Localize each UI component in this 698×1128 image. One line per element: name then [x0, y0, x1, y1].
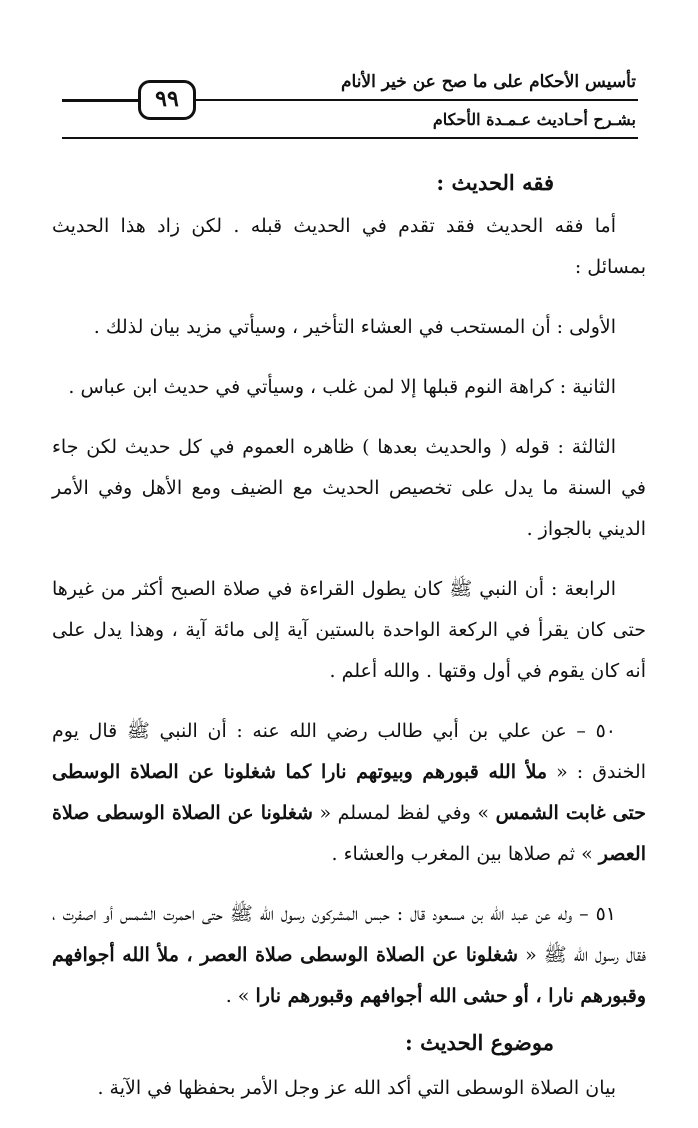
- page-body: [52, 160, 646, 1128]
- header-rule-left: [62, 99, 140, 102]
- heading-topic: موضوع الحديث :: [405, 1030, 554, 1055]
- book-title: تأسيس الأحكام على ما صح عن خير الأنام: [340, 72, 636, 92]
- topic-paragraph: بيان الصلاة الوسطى التي أكد الله عز وجل الأمر بحفظها في الآية .: [97, 1077, 616, 1099]
- hadith-51-end: » .: [225, 985, 256, 1007]
- hadith-50-quote: ملأ الله قبورهم وبيوتهم نارا كما شغلونا عن الصلاة الوسطى حتى غابت الشمس: [52, 761, 646, 824]
- subtitle-rule: [62, 137, 638, 139]
- hadith-51-intro: ٥١ – وله عن عبد الله بن مسعود قال : حبس المشركون رسول الله ﷺ حتى احمرت الشمس أو اصفرت ، فقال رسول الله ﷺ «: [52, 903, 646, 966]
- hadith-51: [52, 894, 646, 1017]
- book-subtitle: بشـرح أحـاديث عـمـدة الأحكام: [432, 110, 636, 129]
- issue-3: الثالثة : قوله ( والحديث بعدها ) ظاهره العموم في كل حديث لكن جاء في السنة ما يدل على تخصيص الحديث مع الضيف ومع الأهل وفي الأمر الديني بالجواز .: [52, 436, 646, 540]
- issue-4: الرابعة : أن النبي ﷺ كان يطول القراءة في صلاة الصبح أكثر من غيرها حتى كان يقرأ في الركعة الواحدة بالستين آية إلى مائة آية ، وهذا يدل على أنه كان يقوم في أول وقتها . والله أعلم .: [52, 578, 646, 682]
- hadith-51-quote: شغلونا عن الصلاة الوسطى صلاة العصر ، ملأ الله أجوافهم وقبورهم نارا ، أو حشى الله أجوافهم وقبورهم نارا: [52, 944, 646, 1007]
- issue-2: الثانية : كراهة النوم قبلها إلا لمن غلب ، وسيأتي في حديث ابن عباس .: [68, 376, 616, 398]
- issue-1: الأولى : أن المستحب في العشاء التأخير ، وسيأتي مزيد بيان لذلك .: [93, 316, 616, 338]
- hadith-50-muslim-quote: شغلونا عن الصلاة الوسطى صلاة العصر: [52, 802, 646, 865]
- hadith-50: [52, 711, 646, 875]
- intro-paragraph: أما فقه الحديث فقد تقدم في الحديث قبله . لكن زاد هذا الحديث بمسائل :: [52, 215, 646, 278]
- hadith-50-end: » ثم صلاها بين المغرب والعشاء .: [331, 843, 599, 865]
- hadith-50-muslim-intro: » وفي لفظ لمسلم «: [312, 802, 496, 824]
- hadith-50-intro: ٥٠ – عن علي بن أبي طالب رضي الله عنه : أن النبي ﷺ قال يوم الخندق : «: [52, 720, 646, 783]
- heading-fiqh: فقه الحديث :: [436, 170, 554, 195]
- page-number: ٩٩: [138, 80, 196, 120]
- header-rule-right: [196, 99, 638, 101]
